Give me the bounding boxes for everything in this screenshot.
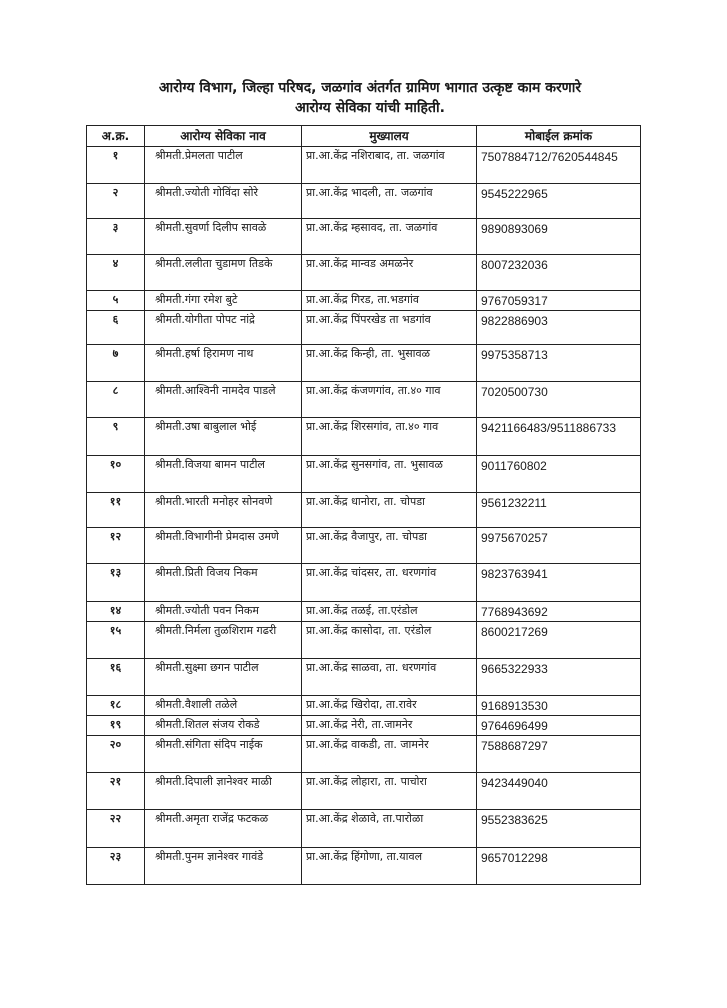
headquarters-cell: प्रा.आ.केंद्र सुनसगांव, ता. भुसावळ xyxy=(302,456,477,493)
mobile-number-cell: 9168913530 xyxy=(477,696,641,716)
header-mobile-number: मोबाईल क्रमांक xyxy=(477,126,641,147)
mobile-number-cell: 9975358713 xyxy=(477,345,641,382)
table-row xyxy=(87,147,641,184)
table-row xyxy=(87,382,641,418)
table-row xyxy=(87,219,641,255)
headquarters-cell: प्रा.आ.केंद्र चांदसर, ता. धरणगांव xyxy=(302,564,477,602)
table-header-row xyxy=(87,126,641,147)
serial-number-cell: १ xyxy=(87,147,145,184)
headquarters-cell: प्रा.आ.केंद्र कंजणगांव, ता.४० गाव xyxy=(302,382,477,418)
serial-number-cell: २ xyxy=(87,184,145,219)
header-headquarters: मुख्यालय xyxy=(302,126,477,147)
mobile-number-cell: 8600217269 xyxy=(477,622,641,659)
table-row xyxy=(87,773,641,810)
headquarters-cell: प्रा.आ.केंद्र खिरोदा, ता.रावेर xyxy=(302,696,477,716)
serial-number-cell: १४ xyxy=(87,602,145,622)
table-row xyxy=(87,418,641,456)
serial-number-cell: ६ xyxy=(87,311,145,345)
table-row xyxy=(87,659,641,696)
serial-number-cell: १८ xyxy=(87,696,145,716)
table-row xyxy=(87,622,641,659)
document-title xyxy=(70,78,670,118)
headquarters-cell: प्रा.आ.केंद्र तळई, ता.एरंडोल xyxy=(302,602,477,622)
worker-name-cell: श्रीमती.गंगा रमेश बुटे xyxy=(145,291,302,311)
headquarters-cell: प्रा.आ.केंद्र वाकडी, ता. जामनेर xyxy=(302,736,477,773)
headquarters-cell: प्रा.आ.केंद्र नशिराबाद, ता. जळगांव xyxy=(302,147,477,184)
mobile-number-cell: 9767059317 xyxy=(477,291,641,311)
worker-name-cell: श्रीमती.शितल संजय रोकडे xyxy=(145,716,302,736)
headquarters-cell: प्रा.आ.केंद्र कासोदा, ता. एरंडोल xyxy=(302,622,477,659)
mobile-number-cell: 9552383625 xyxy=(477,810,641,848)
worker-name-cell: श्रीमती.सुक्ष्मा छगन पाटील xyxy=(145,659,302,696)
mobile-number-cell: 9421166483/9511886733 xyxy=(477,418,641,456)
serial-number-cell: २३ xyxy=(87,848,145,885)
header-serial-number: अ.क्र. xyxy=(87,126,145,147)
serial-number-cell: ८ xyxy=(87,382,145,418)
headquarters-cell: प्रा.आ.केंद्र साळवा, ता. धरणगांव xyxy=(302,659,477,696)
serial-number-cell: ५ xyxy=(87,291,145,311)
serial-number-cell: १२ xyxy=(87,528,145,564)
mobile-number-cell: 7507884712/7620544845 xyxy=(477,147,641,184)
serial-number-cell: ३ xyxy=(87,219,145,255)
worker-name-cell: श्रीमती.संगिता संदिप नाईक xyxy=(145,736,302,773)
table-row xyxy=(87,311,641,345)
headquarters-cell: प्रा.आ.केंद्र हिंगोणा, ता.यावल xyxy=(302,848,477,885)
table-row xyxy=(87,255,641,291)
worker-name-cell: श्रीमती.हर्षा हिरामण नाथ xyxy=(145,345,302,382)
mobile-number-cell: 9975670257 xyxy=(477,528,641,564)
table-row xyxy=(87,716,641,736)
serial-number-cell: ४ xyxy=(87,255,145,291)
title-line-1: आरोग्य विभाग, जिल्हा परिषद, जळगांव अंतर्गत ग्रामिण भागात उत्कृष्ट काम करणारे xyxy=(158,80,582,96)
headquarters-cell: प्रा.आ.केंद्र शेळावे, ता.पारोळा xyxy=(302,810,477,848)
table-body xyxy=(87,147,641,885)
worker-name-cell: श्रीमती.सुवर्णा दिलीप सावळे xyxy=(145,219,302,255)
worker-name-cell: श्रीमती.आश्विनी नामदेव पाडले xyxy=(145,382,302,418)
worker-name-cell: श्रीमती.उषा बाबुलाल भोई xyxy=(145,418,302,456)
serial-number-cell: २० xyxy=(87,736,145,773)
headquarters-cell: प्रा.आ.केंद्र नेरी, ता.जामनेर xyxy=(302,716,477,736)
worker-name-cell: श्रीमती.विजया बामन पाटील xyxy=(145,456,302,493)
table-row xyxy=(87,456,641,493)
worker-name-cell: श्रीमती.अमृता राजेंद्र फटकळ xyxy=(145,810,302,848)
table-row xyxy=(87,528,641,564)
mobile-number-cell: 9823763941 xyxy=(477,564,641,602)
worker-name-cell: श्रीमती.विभागीनी प्रेमदास उमणे xyxy=(145,528,302,564)
worker-name-cell: श्रीमती.पुनम ज्ञानेश्वर गावंडे xyxy=(145,848,302,885)
mobile-number-cell: 9665322933 xyxy=(477,659,641,696)
health-workers-table xyxy=(86,125,641,885)
worker-name-cell: श्रीमती.ज्योती पवन निकम xyxy=(145,602,302,622)
mobile-number-cell: 9822886903 xyxy=(477,311,641,345)
mobile-number-cell: 8007232036 xyxy=(477,255,641,291)
headquarters-cell: प्रा.आ.केंद्र वैजापुर, ता. चोपडा xyxy=(302,528,477,564)
table-row xyxy=(87,291,641,311)
serial-number-cell: १६ xyxy=(87,659,145,696)
mobile-number-cell: 9657012298 xyxy=(477,848,641,885)
mobile-number-cell: 9011760802 xyxy=(477,456,641,493)
title-line-2: आरोग्य सेविका यांची माहिती. xyxy=(295,100,445,116)
mobile-number-cell: 9545222965 xyxy=(477,184,641,219)
worker-name-cell: श्रीमती.वैशाली तळेले xyxy=(145,696,302,716)
table-row xyxy=(87,696,641,716)
mobile-number-cell: 7020500730 xyxy=(477,382,641,418)
worker-name-cell: श्रीमती.प्रिती विजय निकम xyxy=(145,564,302,602)
mobile-number-cell: 9764696499 xyxy=(477,716,641,736)
worker-name-cell: श्रीमती.प्रेमलता पाटील xyxy=(145,147,302,184)
mobile-number-cell: 9561232211 xyxy=(477,493,641,528)
table-row xyxy=(87,345,641,382)
mobile-number-cell: 9890893069 xyxy=(477,219,641,255)
mobile-number-cell: 7588687297 xyxy=(477,736,641,773)
headquarters-cell: प्रा.आ.केंद्र गिरड, ता.भडगांव xyxy=(302,291,477,311)
headquarters-cell: प्रा.आ.केंद्र धानोरा, ता. चोपडा xyxy=(302,493,477,528)
serial-number-cell: १३ xyxy=(87,564,145,602)
headquarters-cell: प्रा.आ.केंद्र पिंपरखेड ता भडगांव xyxy=(302,311,477,345)
serial-number-cell: १५ xyxy=(87,622,145,659)
headquarters-cell: प्रा.आ.केंद्र भादली, ता. जळगांव xyxy=(302,184,477,219)
header-worker-name: आरोग्य सेविका नाव xyxy=(145,126,302,147)
table-row xyxy=(87,736,641,773)
serial-number-cell: ९ xyxy=(87,418,145,456)
table-row xyxy=(87,810,641,848)
headquarters-cell: प्रा.आ.केंद्र म्हसावद, ता. जळगांव xyxy=(302,219,477,255)
worker-name-cell: श्रीमती.निर्मला तुळशिराम गढरी xyxy=(145,622,302,659)
worker-name-cell: श्रीमती.भारती मनोहर सोनवणे xyxy=(145,493,302,528)
serial-number-cell: ११ xyxy=(87,493,145,528)
serial-number-cell: २१ xyxy=(87,773,145,810)
table-row xyxy=(87,848,641,885)
serial-number-cell: १९ xyxy=(87,716,145,736)
headquarters-cell: प्रा.आ.केंद्र किन्ही, ता. भुसावळ xyxy=(302,345,477,382)
headquarters-cell: प्रा.आ.केंद्र मान्वड अमळनेर xyxy=(302,255,477,291)
serial-number-cell: ७ xyxy=(87,345,145,382)
headquarters-cell: प्रा.आ.केंद्र शिरसगांव, ता.४० गाव xyxy=(302,418,477,456)
worker-name-cell: श्रीमती.ज्योती गोविंदा सोरे xyxy=(145,184,302,219)
table-row xyxy=(87,564,641,602)
worker-name-cell: श्रीमती.ललीता चुडामण तिडके xyxy=(145,255,302,291)
serial-number-cell: १० xyxy=(87,456,145,493)
table-row xyxy=(87,602,641,622)
worker-name-cell: श्रीमती.योगीता पोपट नांद्रे xyxy=(145,311,302,345)
serial-number-cell: २२ xyxy=(87,810,145,848)
headquarters-cell: प्रा.आ.केंद्र लोहारा, ता. पाचोरा xyxy=(302,773,477,810)
worker-name-cell: श्रीमती.दिपाली ज्ञानेश्वर माळी xyxy=(145,773,302,810)
mobile-number-cell: 9423449040 xyxy=(477,773,641,810)
table-row xyxy=(87,184,641,219)
table-row xyxy=(87,493,641,528)
mobile-number-cell: 7768943692 xyxy=(477,602,641,622)
